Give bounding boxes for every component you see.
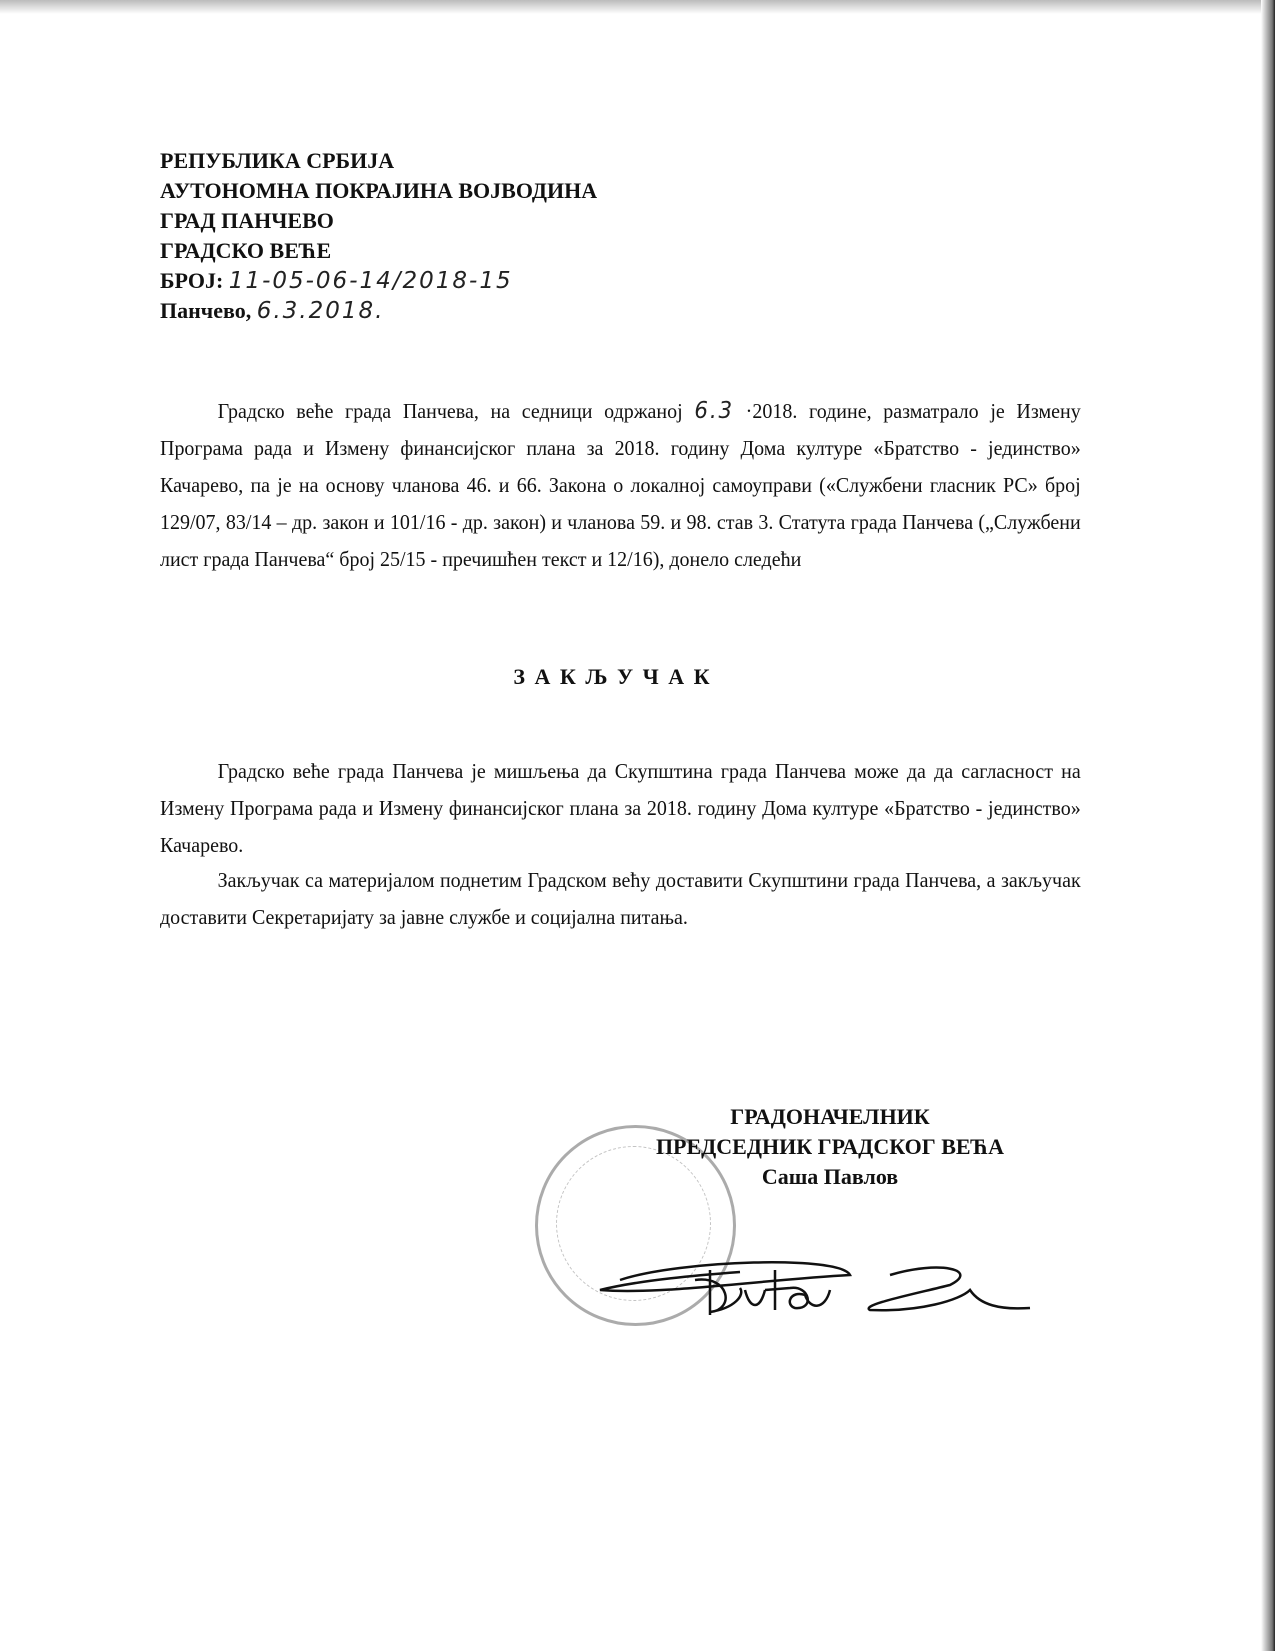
intro-paragraph <box>160 393 1081 578</box>
signatory-name: Саша Павлов <box>761 1164 899 1189</box>
header-line: РЕПУБЛИКА СРБИЈА <box>160 148 395 173</box>
header-line: ГРАДСКО ВЕЋЕ <box>160 238 332 263</box>
signatory-title: ГРАДОНАЧЕЛНИК <box>730 1104 930 1129</box>
place-label: Панчево, <box>160 298 252 323</box>
delivery-text: Закључак са материјалом поднетим Градском већу доставити Скупштини града Панчева, а закључак доставити Секретаријату за јавне службе и социјална питања. <box>160 868 1081 929</box>
scan-shadow-right <box>1261 0 1275 1651</box>
header-line: АУТОНОМНА ПОКРАЈИНА ВОЈВОДИНА <box>160 178 598 203</box>
document-header <box>160 146 597 326</box>
signatory-title-2: ПРЕДСЕДНИК ГРАДСКОГ ВЕЋА <box>655 1134 1005 1159</box>
conclusion-text: Градско веће града Панчева је мишљења да Скупштина града Панчева може да да сагласност на Измену Програма рада и Измену финансијског плана за 2018. годину Дома културе «Братство - јединство» Качарево. <box>160 759 1081 857</box>
place-date <box>160 296 597 326</box>
intro-text: Градско веће града Панчева, на седници одржаној <box>217 399 683 423</box>
reference-number-handwritten: 11-05-06-14/2018-15 <box>228 268 513 294</box>
signature-block <box>620 1102 1040 1192</box>
delivery-paragraph <box>160 862 1081 936</box>
date-handwritten: 6.3.2018. <box>256 298 385 324</box>
intro-text-continued: ·2018. године, разматрало је Измену Програма рада и Измену финансијског плана за 2018. годину Дома културе «Братство - јединство» Качарево, па је на основу чланова 46. и 66. Закона о локалној самоуправи («Службени гласник РС» број 129/07, 83/14 – др. закон и 101/16 - др. закон) и чланова 59. и 98. став 3. Статута града Панчева („Службени лист града Панчева“ број 25/15 - пречишћен текст и 12/16), донело следећи <box>160 399 1081 571</box>
document-title: З А К Љ У Ч А К <box>513 664 712 689</box>
reference-number <box>160 266 597 296</box>
reference-number-label: БРОЈ: <box>160 268 224 293</box>
handwritten-signature <box>560 1250 1040 1330</box>
session-date-handwritten: 6.3 <box>694 398 734 424</box>
scan-shadow-top <box>0 0 1275 14</box>
header-line: ГРАД ПАНЧЕВО <box>160 208 334 233</box>
conclusion-paragraph <box>160 753 1081 864</box>
